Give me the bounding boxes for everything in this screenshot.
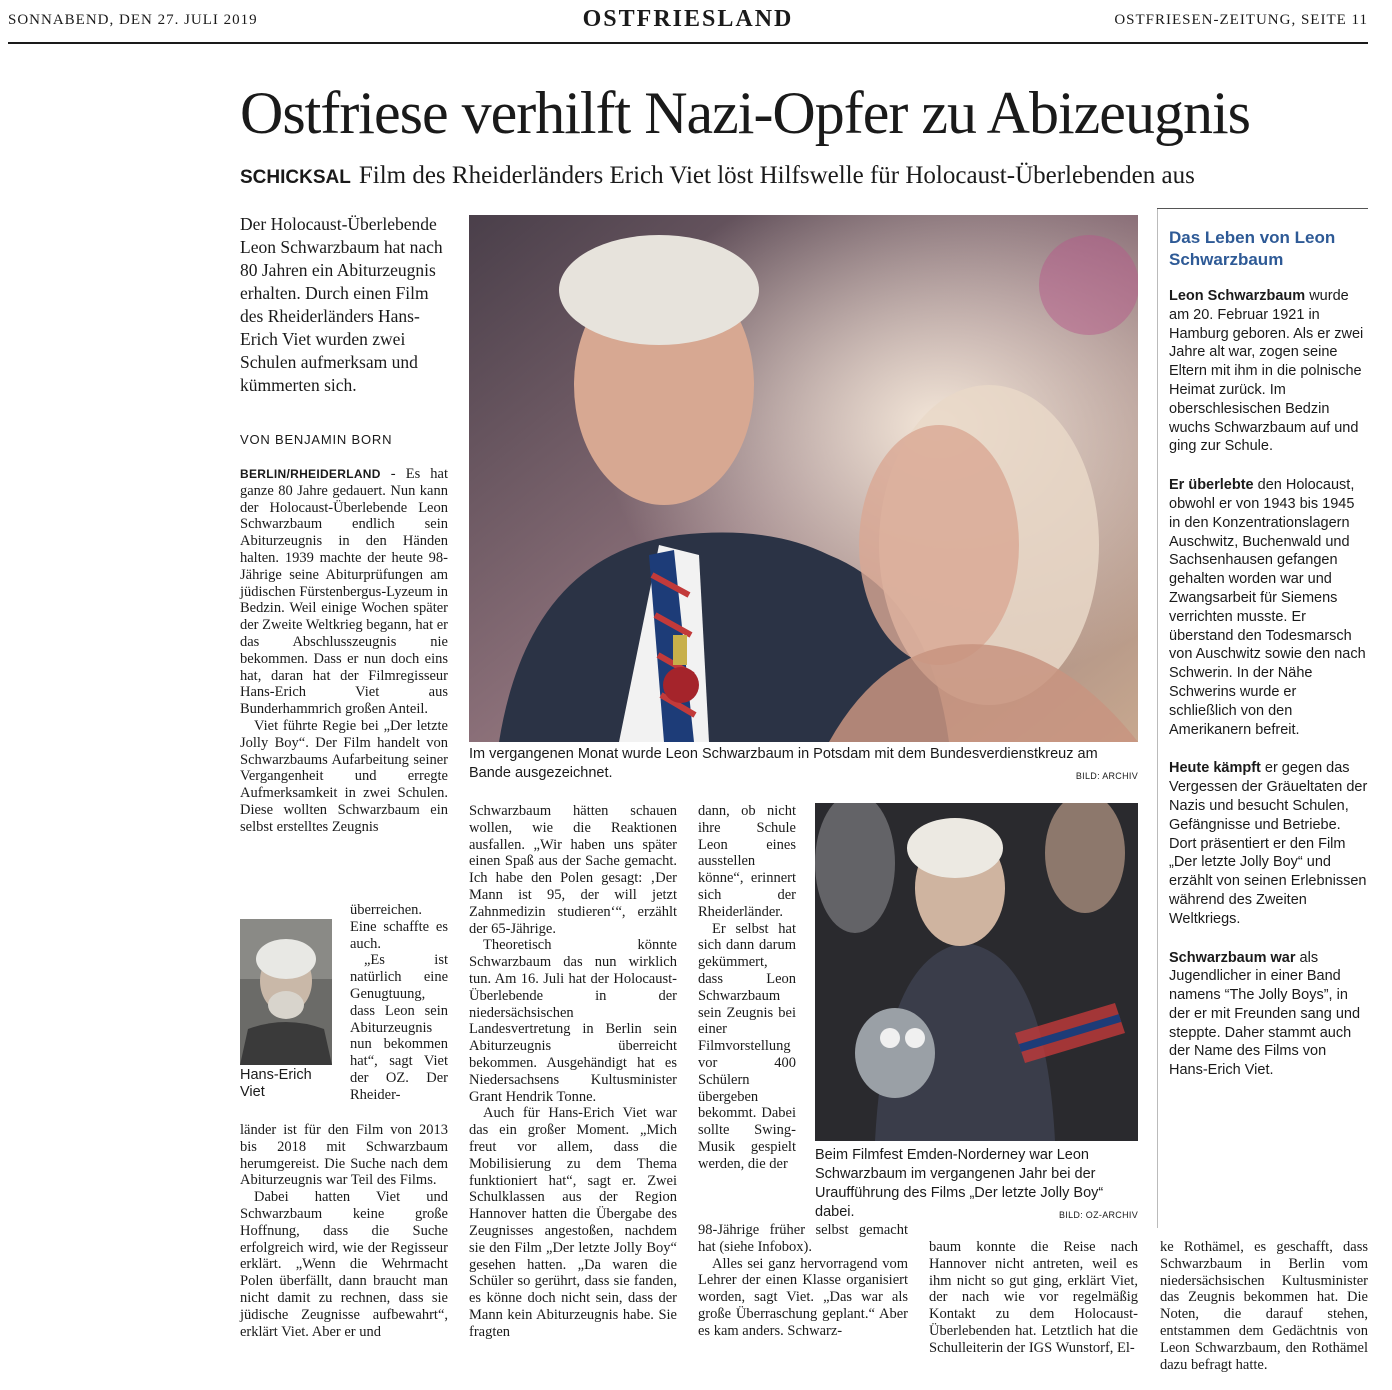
paragraph: Schwarzbaum hätten schauen wollen, wie die Reaktionen ausfallen. „Wir haben uns später einen Spaß aus der Sache gemacht. Ich habe den Polen gesagt: ‚Der Mann ist 95, der will jetzt Zahnmedizin studieren‘“, erzählt der 65-Jährige. (469, 803, 677, 937)
secondary-photo-caption: Beim Filmfest Emden-Norderney war Leon Schwarzbaum im vergangenen Jahr bei der Uraufführung des Films „Der letzte Jolly Boy“ dabei. (815, 1147, 1104, 1220)
section-title: OSTFRIESLAND (582, 6, 794, 32)
article-column-5 (1160, 1239, 1368, 1373)
issue-date: SONNABEND, DEN 27. JULI 2019 (8, 12, 258, 28)
article-column-1-wrap (350, 902, 448, 1104)
paragraph: baum konnte die Reise nach Hannover nicht antreten, weil es ihm nicht so gut ging, erklärt Viet, der nach wie vor regelmäßig Kontakt zu dem Holocaust-Überlebenden hat. Letztlich hat die Schulleiterin der IGS Wunstorf, El- (929, 1239, 1138, 1356)
paragraph: dann, ob nicht ihre Schule Leon eines ausstellen könne“, erinnert sich der Rheiderländer. (698, 803, 796, 920)
lead-paragraph: Der Holocaust-Überlebende Leon Schwarzbaum hat nach 80 Jahren ein Abiturzeugnis erhalten. Durch einen Film des Rheiderländers Hans-Erich Viet wurden zwei Schulen aufmerksam und kümmerten sich. (240, 214, 443, 395)
subheadline (240, 162, 1370, 190)
paragraph: Auch für Hans-Erich Viet war das ein großer Moment. „Mich freut vor allem, dass die Mobilisierung zu dem Thema funktioniert hat“, sagt er. Zwei Schulklassen aus der Region Hannover hatten die Übergabe des Zeugnisses angestoßen, nachdem sie den Film „Der letzte Jolly Boy“ gesehen hatten. „Da waren die Schüler so gerührt, dass sie fanden, es könne doch nicht sein, dass der Mann kein Abiturzeugnis habe. Sie fragten (469, 1105, 677, 1340)
paragraph: ke Rothämel, es geschafft, dass Schwarzbaum in Berlin vom niedersächsischen Kultusminister das Zeugnis bekommen hat. Die Noten, die darauf stehen, entstammen dem Gedächtnis von Leon Schwarzbaum, den Rothämel dazu befragt hatte. (1160, 1239, 1368, 1373)
paragraph: Viet führte Regie bei „Der letzte Jolly Boy“. Der Film handelt von Schwarzbaums Aufarbeitung seiner Vergangenheit und erregte Aufmerksamkeit in zwei Schulen. Diese wollten Schwarzbaum ein selbst erstelltes Zeugnis (240, 717, 448, 835)
dateline: BERLIN/RHEIDERLAND (240, 467, 381, 481)
secondary-photo (815, 803, 1138, 1141)
infobox (1157, 208, 1368, 1100)
paragraph: BERLIN/RHEIDERLAND - Es hat ganze 80 Jahre gedauert. Nun kann der Holocaust-Überlebende Leon Schwarzbaum endlich sein Abiturzeugnis in den Händen halten. 1939 machte der heute 98-Jährige seine Abiturprüfungen am jüdischen Fürstenbergus-Lyzeum in Bedzin. Weil einige Wochen später der Zweite Weltkrieg begann, hat er das Abschlusszeugnis nie bekommen. Dass er nun doch eins hat, daran hat der Filmregisseur Hans-Erich Viet aus Bunderhammrich großen Anteil. (240, 466, 448, 718)
article-column-3 (698, 803, 796, 1173)
main-photo-caption: Im vergangenen Monat wurde Leon Schwarzbaum in Potsdam mit dem Bundesverdienstkreuz am Bande ausgezeichnet. (469, 746, 1098, 781)
paragraph: überreichen. Eine schaffte es auch. (350, 902, 448, 952)
article-column-4 (929, 1239, 1138, 1357)
paragraph: Theoretisch könnte Schwarzbaum das nun wirklich tun. Am 16. Juli hat der Holocaust-Überlebende in der niedersächsischen Landesvertretung in Berlin sein Abiturzeugnis überreicht bekommen. Ausgehändigt hat es Niedersachsens Kultusminister Grant Hendrik Tonne. (469, 937, 677, 1105)
article-column-3-bottom (698, 1222, 908, 1340)
portrait-caption: Hans-Erich Viet (240, 1067, 312, 1100)
main-photo (469, 215, 1138, 742)
paragraph: Alles sei ganz hervorragend vom Lehrer der einen Klasse organisiert worden, sagt Viet. „Das war als große Überraschung geplant.“ Aber es kam anders. Schwarz- (698, 1255, 908, 1339)
byline: VON BENJAMIN BORN (240, 432, 393, 447)
paragraph: Dabei hatten Viet und Schwarzbaum keine große Hoffnung, dass die Suche erfolgreich wird, wie der Regisseur erklärt. „Wenn die Wehrmacht Polen überfällt, dann braucht man nicht damit zu rechnen, dass sie jüdische Zeugnisse aufbewahrt“, erklärt Viet. Aber er und (240, 1189, 448, 1340)
secondary-photo-credit: BILD: OZ-ARCHIV (1058, 1210, 1138, 1220)
infobox-item: Leon Schwarzbaum wurde am 20. Februar 1921 in Hamburg geboren. Als er zwei Jahre alt war, zogen seine Eltern mit ihm in die polnische Heimat zurück. Im oberschlesischen Bedzin wuchs Schwarzbaum auf und ging zur Schule. (1169, 288, 1364, 455)
paragraph: 98-Jährige früher selbst gemacht hat (siehe Infobox). (698, 1222, 908, 1255)
portrait-photo (240, 919, 332, 1065)
infobox-item: Er überlebte den Holocaust, obwohl er von 1943 bis 1945 in den Konzentrationslagern Auschwitz, Buchenwald und Sachsenhausen gefangen gehalten worden war und Zwangsarbeit für Siemens verrichten musste. Er überstand den Todesmarsch von Auschwitz sowie den nach Schwerin. In der Nähe Schwerins wurde er schließlich von den Amerikanern befreit. (1169, 477, 1366, 738)
page-number: OSTFRIESEN-ZEITUNG, SEITE 11 (1114, 12, 1368, 28)
article-column-2 (469, 803, 677, 1341)
infobox-title: Das Leben von Leon Schwarzbaum (1169, 228, 1336, 269)
infobox-item: Heute kämpft er gegen das Vergessen der Gräueltaten der Nazis und besucht Schulen, Gefängnisse und Betriebe. Dort präsentiert er den Film „Der letzte Jolly Boy“ und erzählt von seinen Erlebnissen während des Zweiten Weltkriegs. (1169, 760, 1368, 927)
paragraph: länder ist für den Film von 2013 bis 2018 mit Schwarzbaum herumgereist. Die Suche nach dem Abiturzeugnis war Teil des Films. (240, 1122, 448, 1189)
kicker: SCHICKSAL (240, 167, 351, 188)
subheadline-text: Film des Rheiderländers Erich Viet löst Hilfswelle für Holocaust-Überlebenden aus (358, 162, 1195, 189)
paragraph: „Es ist natürlich eine Genugtuung, dass Leon sein Abiturzeugnis nun bekommen hat“, sagt Viet der OZ. Der Rheider- (350, 952, 448, 1103)
main-photo-image (469, 215, 1138, 742)
main-photo-credit: BILD: ARCHIV (1075, 771, 1138, 781)
headline: Ostfriese verhilft Nazi-Opfer zu Abizeugnis (240, 80, 1250, 146)
article-column-1 (240, 466, 448, 836)
infobox-item: Schwarzbaum war als Jugendlicher in einer Band namens “The Jolly Boys”, in der er mit Freunden sang und steppte. Daher stammt auch der Name des Films von Hans-Erich Viet. (1169, 949, 1361, 1079)
masthead (8, 6, 1368, 44)
portrait-image (240, 919, 332, 1065)
paragraph: Er selbst hat sich dann darum gekümmert, dass Leon Schwarzbaum sein Zeugnis bei einer Filmvorstellung vor 400 Schülern übergeben bekommt. Dabei sollte Swing-Musik gespielt werden, die der (698, 920, 796, 1172)
secondary-photo-image (815, 803, 1138, 1141)
article-column-1-bottom (240, 1122, 448, 1340)
